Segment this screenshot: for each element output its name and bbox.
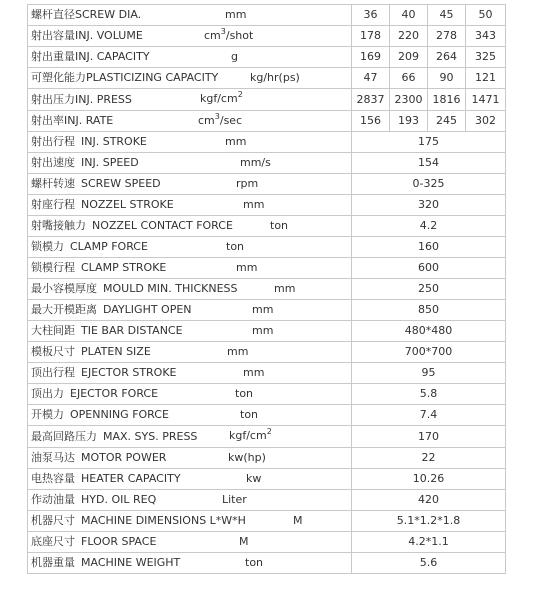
spec-row [28,216,506,237]
spec-label-cell [28,153,352,174]
spec-unit-base: mm [252,324,274,337]
spec-unit [225,5,246,25]
spec-row [28,490,506,511]
spec-label-cn: 射出行程 [31,135,75,148]
spec-value: 4.2 [352,216,506,237]
spec-label-cn: 锁模力 [31,240,64,253]
spec-label-cell [28,300,352,321]
spec-unit-base: M [239,535,249,548]
spec-unit [240,405,258,425]
spec-value: 325 [466,47,506,68]
spec-label-cell [28,279,352,300]
spec-unit [225,132,246,152]
spec-row [28,363,506,384]
spec-row [28,132,506,153]
spec-value: 193 [390,111,428,132]
spec-row [28,153,506,174]
spec-value: 320 [352,195,506,216]
spec-value: 121 [466,68,506,89]
spec-label-cn: 射嘴接触力 [31,219,86,232]
spec-label-cell [28,5,352,26]
spec-unit-base: g [231,50,238,63]
spec-value: 156 [352,111,390,132]
spec-row [28,532,506,553]
spec-label-cell [28,89,352,111]
spec-value: 169 [352,47,390,68]
spec-label-cell [28,132,352,153]
spec-row [28,448,506,469]
spec-label-cn: 射座行程 [31,198,75,211]
spec-unit [235,384,253,404]
spec-row [28,26,506,47]
spec-value: 480*480 [352,321,506,342]
spec-row [28,68,506,89]
spec-value: 154 [352,153,506,174]
spec-label-en: MACHINE DIMENSIONS L*W*H [81,514,246,527]
spec-value: 5.8 [352,384,506,405]
spec-label-cell [28,258,352,279]
spec-unit [228,448,266,468]
spec-value: 47 [352,68,390,89]
spec-label-en: DAYLIGHT OPEN [103,303,192,316]
spec-unit-base: kw [246,472,262,485]
spec-unit [236,258,257,278]
spec-value: 1816 [428,89,466,111]
spec-unit-base: cm [198,114,215,127]
spec-unit-base: rpm [236,177,259,190]
spec-unit-suffix: /shot [225,29,254,42]
spec-value: 600 [352,258,506,279]
spec-row [28,174,506,195]
spec-value: 220 [390,26,428,47]
spec-label-en: INJ. PRESS [75,92,132,106]
spec-label-en: CLAMP FORCE [70,240,148,253]
spec-row [28,111,506,132]
spec-row [28,258,506,279]
spec-label-cn: 射出重量 [31,50,75,63]
spec-value: 420 [352,490,506,511]
spec-label-cell [28,195,352,216]
spec-unit-base: ton [240,408,259,421]
spec-unit-base: mm [227,345,249,358]
spec-unit-base: M [293,514,303,527]
spec-label-cell [28,532,352,553]
spec-label-cn: 可塑化能力 [31,71,86,84]
spec-unit-superscript: 2 [237,90,243,99]
spec-label-en: MOTOR POWER [81,451,167,464]
spec-unit-base: mm [243,366,265,379]
spec-unit [204,26,253,46]
spec-unit-base: mm [225,135,247,148]
spec-unit-base: ton [235,387,254,400]
spec-unit-base: Liter [222,493,247,506]
spec-label-en: INJ. CAPACITY [75,50,150,63]
spec-label-cell [28,384,352,405]
spec-value: 175 [352,132,506,153]
spec-row [28,47,506,68]
spec-label-cn: 射出压力 [31,92,75,106]
spec-label-cn: 螺杆直径 [31,8,75,21]
spec-label-en: EJECTOR STROKE [81,366,177,379]
spec-value: 66 [390,68,428,89]
spec-row [28,195,506,216]
spec-value: 2837 [352,89,390,111]
spec-label-en: CLAMP STROKE [81,261,167,274]
spec-label-cn: 射出率 [31,114,64,127]
spec-unit-base: ton [245,556,264,569]
spec-label-en: TIE BAR DISTANCE [81,324,183,337]
spec-unit [250,68,300,88]
spec-value: 4.2*1.1 [352,532,506,553]
spec-value: 90 [428,68,466,89]
spec-label-en: HEATER CAPACITY [81,472,181,485]
spec-value: 209 [390,47,428,68]
spec-label-cn: 油泵马达 [31,451,75,464]
spec-label-cn: 开模力 [31,408,64,421]
spec-value: 170 [352,426,506,448]
spec-row [28,5,506,26]
spec-unit-suffix: /sec [219,114,243,127]
spec-value: 178 [352,26,390,47]
spec-unit [293,511,303,531]
spec-unit-superscript: 3 [220,27,226,36]
spec-label-en: EJECTOR FORCE [70,387,159,400]
spec-label-en: PLASTICIZING CAPACITY [86,71,219,84]
spec-table [27,4,506,574]
spec-label-cell [28,321,352,342]
spec-unit [274,279,295,299]
spec-label-cn: 大柱间距 [31,324,75,337]
spec-unit [227,342,248,362]
spec-row [28,469,506,490]
spec-unit [252,300,273,320]
spec-value: 302 [466,111,506,132]
spec-unit [252,321,273,341]
spec-unit [226,237,244,257]
spec-value: 850 [352,300,506,321]
spec-label-cn: 机器重量 [31,556,75,569]
spec-row [28,384,506,405]
spec-value: 1471 [466,89,506,111]
spec-value: 5.6 [352,553,506,574]
spec-value: 278 [428,26,466,47]
spec-unit [246,469,261,489]
spec-value: 36 [352,5,390,26]
spec-unit [200,89,243,109]
spec-value: 343 [466,26,506,47]
spec-unit [198,111,242,131]
spec-label-cell [28,426,352,448]
spec-label-cn: 最大开模距离 [31,303,97,316]
spec-value: 264 [428,47,466,68]
spec-unit-base: kg/hr(ps) [250,71,300,84]
spec-label-cell [28,26,352,47]
spec-row [28,279,506,300]
spec-unit [240,153,271,173]
spec-value: 0-325 [352,174,506,195]
spec-label-cn: 锁模行程 [31,261,75,274]
spec-row [28,237,506,258]
spec-label-en: INJ. SPEED [81,156,139,169]
spec-unit-base: mm/s [240,156,271,169]
spec-unit [239,532,249,552]
spec-unit-base: mm [243,198,265,211]
spec-label-cn: 射出容量 [31,29,75,42]
spec-label-cell [28,237,352,258]
spec-label-cn: 模板尺寸 [31,345,75,358]
spec-label-cell [28,553,352,574]
spec-value: 160 [352,237,506,258]
spec-label-cn: 底座尺寸 [31,535,75,548]
spec-unit-base: kw(hp) [228,451,266,464]
spec-label-cell [28,490,352,511]
spec-label-en: INJ. RATE [64,114,114,127]
spec-table-body [28,5,506,574]
spec-unit-superscript: 3 [214,112,220,121]
spec-value: 2300 [390,89,428,111]
spec-label-cn: 电热容量 [31,472,75,485]
spec-unit-base: kgf/cm [229,429,267,442]
spec-label-cn: 最高回路压力 [31,429,97,443]
spec-unit-base: ton [226,240,245,253]
spec-label-cell [28,174,352,195]
spec-row [28,89,506,111]
spec-label-cn: 机器尺寸 [31,514,75,527]
spec-unit [243,195,264,215]
spec-value: 700*700 [352,342,506,363]
spec-unit [270,216,288,236]
spec-label-cell [28,448,352,469]
spec-value: 245 [428,111,466,132]
spec-label-en: INJ. VOLUME [75,29,143,42]
spec-label-cell [28,511,352,532]
spec-value: 10.26 [352,469,506,490]
spec-label-cn: 最小容模厚度 [31,282,97,295]
spec-value: 250 [352,279,506,300]
spec-row [28,405,506,426]
spec-label-cell [28,68,352,89]
spec-row [28,553,506,574]
spec-unit-base: mm [274,282,296,295]
spec-row [28,321,506,342]
spec-value: 95 [352,363,506,384]
spec-row [28,426,506,448]
spec-unit [245,553,263,573]
spec-unit-base: kgf/cm [200,92,238,105]
spec-label-cell [28,363,352,384]
spec-label-cell [28,342,352,363]
spec-unit [222,490,247,510]
spec-label-en: FLOOR SPACE [81,535,157,548]
spec-label-en: MOULD MIN. THICKNESS [103,282,238,295]
spec-label-en: OPENNING FORCE [70,408,169,421]
spec-label-en: NOZZEL CONTACT FORCE [92,219,233,232]
spec-label-en: MACHINE WEIGHT [81,556,181,569]
spec-label-cn: 射出速度 [31,156,75,169]
spec-label-cell [28,405,352,426]
spec-unit-base: mm [236,261,258,274]
spec-label-cell [28,47,352,68]
spec-value: 45 [428,5,466,26]
spec-label-cell [28,216,352,237]
spec-label-en: INJ. STROKE [81,135,147,148]
spec-unit-base: ton [270,219,289,232]
spec-label-en: SCREW DIA. [75,8,142,21]
spec-value: 50 [466,5,506,26]
spec-unit [231,47,238,67]
spec-unit [229,426,272,446]
spec-value: 40 [390,5,428,26]
spec-label-en: MAX. SYS. PRESS [103,429,198,443]
spec-label-cn: 作动油量 [31,493,75,506]
spec-row [28,300,506,321]
spec-unit-base: cm [204,29,221,42]
spec-label-cn: 顶出行程 [31,366,75,379]
spec-label-cell [28,469,352,490]
spec-value: 5.1*1.2*1.8 [352,511,506,532]
spec-label-en: HYD. OIL REQ [81,493,157,506]
spec-row [28,511,506,532]
spec-label-en: SCREW SPEED [81,177,161,190]
spec-label-cell [28,111,352,132]
spec-value: 22 [352,448,506,469]
spec-label-cn: 螺杆转速 [31,177,75,190]
spec-unit [243,363,264,383]
spec-unit-base: mm [252,303,274,316]
spec-label-en: PLATEN SIZE [81,345,151,358]
spec-label-en: NOZZEL STROKE [81,198,174,211]
spec-unit-superscript: 2 [266,427,272,436]
spec-row [28,342,506,363]
spec-value: 7.4 [352,405,506,426]
spec-label-cn: 顶出力 [31,387,64,400]
spec-unit [236,174,258,194]
spec-unit-base: mm [225,8,247,21]
